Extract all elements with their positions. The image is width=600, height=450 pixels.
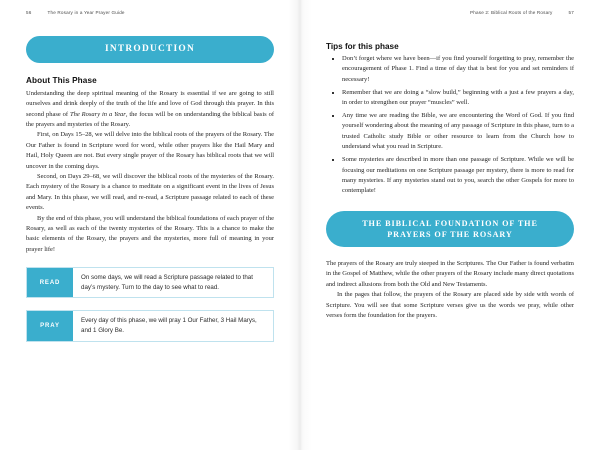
tips-list-item-text: Any time we are reading the Bible, we are encountering the Word of God. If you find yourself wondering about the meaning of any passage of Scripture in this phase, turn to a trusted Catholic study Bible or other resource to learn from the Church how to understand what you read in Scripture.	[342, 112, 574, 151]
biblical-foundation-banner-line-1: THE BIBLICAL FOUNDATION OF THE	[362, 218, 538, 228]
right-paragraph-1: The prayers of the Rosary are truly steeped in the Scriptures. The Our Father is found verbatim in the Gospel of Matthew, while the other prayers of the Rosary include many direct quotations and indirect allusions from both the Old and New Testaments.	[326, 259, 574, 288]
read-callout-text: On some days, we will read a Scripture passage related to that day’s mystery. Turn to the day to see what to read.	[81, 274, 253, 291]
about-this-phase-heading: About This Phase	[26, 75, 97, 85]
tips-list-item-text: Remember that we are doing a “slow build,” beginning with a just a few prayers a day, in order to strengthen our prayer “muscles” well.	[342, 88, 574, 107]
right-page	[300, 0, 600, 450]
bullet-icon	[332, 58, 334, 60]
book-title-italic: The Rosary in a Year	[70, 110, 126, 118]
read-callout	[26, 267, 274, 298]
read-callout-label: READ	[27, 268, 73, 297]
right-running-head-title: Phase 2: Biblical Roots of the Rosary	[470, 10, 553, 15]
pray-callout	[26, 310, 274, 341]
left-paragraph-1: Understanding the deep spiritual meaning of the Rosary is essential if we are going to still ourselves and drink deeply of the truth of the life and love of God through this prayer. In this second phase of The Rosary in a Year, the focus will be on understanding the biblical basis of the prayers and mysteries of the Rosary.	[26, 89, 274, 128]
left-running-head	[26, 10, 274, 20]
tips-list	[326, 54, 574, 197]
left-folio: 56	[26, 10, 32, 15]
tips-list-item-text: Some mysteries are described in more than one passage of Scripture. While we will be focusing our meditations on one Scripture passage per mystery, there is more to read for many mysteries. If any mysteries stand out to you, search the other Gospels for more to contemplate!	[342, 156, 574, 195]
biblical-foundation-banner-line-2: PRAYERS OF THE ROSARY	[387, 229, 513, 239]
left-paragraph-2: First, on Days 15–28, we will delve into the biblical roots of the prayers of the Rosary. The Our Father is found in Scripture word for word, while other prayers like the Hail Mary and Hail, Holy Queen are not. But every single prayer of the Rosary has biblical roots that we will uncover in the coming days.	[26, 131, 274, 170]
tips-list-item	[326, 111, 574, 153]
biblical-foundation-banner	[326, 211, 574, 247]
pray-callout-label: PRAY	[27, 311, 73, 340]
tips-list-item	[326, 54, 574, 85]
tips-list-item	[326, 155, 574, 197]
left-paragraph-3: Second, on Days 29–68, we will discover the biblical roots of the mysteries of the Rosary. Each mystery of the Rosary is a chance to meditate on a significant event in the lives of Jesus and Mary. In this phase, we will read, and re-read, a Scripture passage related to each of these events.	[26, 172, 274, 212]
pray-callout-text: Every day of this phase, we will pray 1 Our Father, 3 Hail Marys, and 1 Glory Be.	[81, 317, 257, 334]
left-paragraph-4: By the end of this phase, you will understand the biblical foundations of each prayer of the Rosary, as well as each of the twenty mysteries of the Rosary. This is a chance to make the basic elements of the Rosary, the prayers and the mysteries, more full of meaning in your prayer life!	[26, 214, 274, 253]
right-folio: 57	[568, 10, 574, 15]
introduction-banner-label: INTRODUCTION	[104, 44, 195, 54]
right-running-head	[326, 10, 574, 20]
tips-list-item	[326, 88, 574, 109]
right-paragraph-2: In the pages that follow, the prayers of the Rosary are placed side by side with words of Scripture. You will see that some Scripture verses give us the words we pray, while other verses form the foundation for the prayers.	[326, 291, 574, 319]
bullet-icon	[332, 92, 334, 94]
tips-heading: Tips for this phase	[326, 42, 399, 51]
bullet-icon	[332, 159, 334, 161]
bullet-icon	[332, 115, 334, 117]
left-running-head-title: The Rosary in a Year Prayer Guide	[47, 10, 125, 15]
tips-list-item-text: Don’t forget where we have been—if you find yourself forgetting to pray, remember the encouragement of Phase 1. Find a time of day that is best for you and set reminders if necessary!	[342, 55, 574, 83]
introduction-banner	[26, 36, 274, 63]
